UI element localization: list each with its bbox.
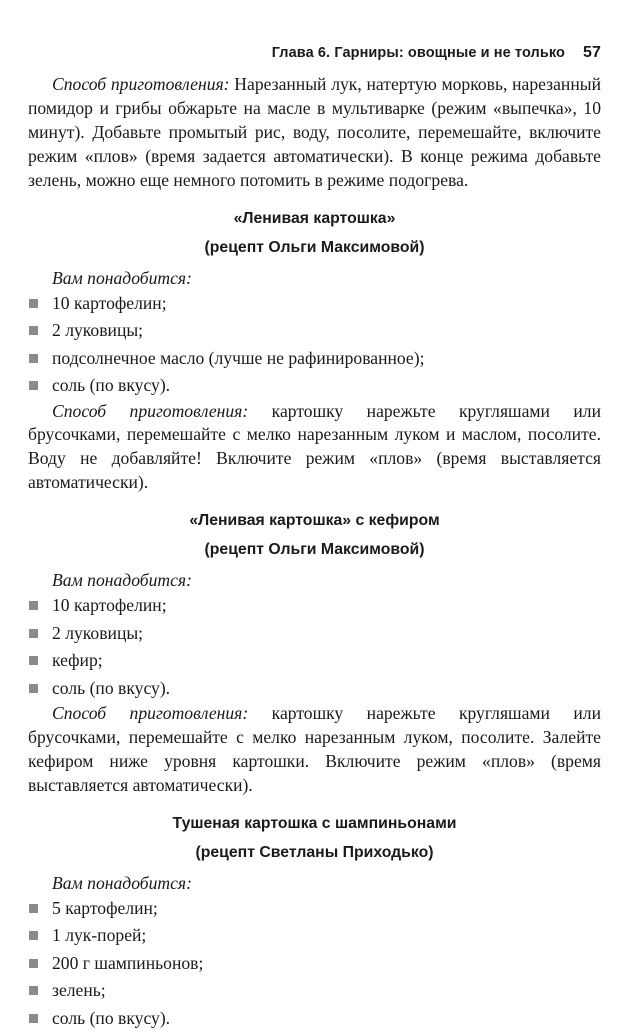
ingredient-text: кефир; — [52, 650, 103, 671]
recipe-lazy-potato-kefir — [28, 506, 601, 798]
ingredient-text: соль (по вкусу). — [52, 375, 171, 396]
ingredient-list — [28, 592, 601, 702]
method-label: Способ приготовления: — [52, 703, 249, 724]
square-bullet-icon — [29, 684, 38, 693]
square-bullet-icon — [29, 601, 38, 610]
ingredient-item — [28, 647, 601, 675]
square-bullet-icon — [29, 299, 38, 308]
ingredient-list — [28, 290, 601, 400]
running-header — [272, 44, 601, 62]
recipe-stewed-potato-mushrooms — [28, 809, 601, 1032]
page-number: 57 — [583, 44, 601, 61]
ingredient-item — [28, 345, 601, 373]
square-bullet-icon — [29, 326, 38, 335]
recipe-title: Тушеная картошка с шампиньонами — [172, 814, 457, 832]
chapter-title: Глава 6. Гарниры: овощные и не только — [271, 45, 565, 61]
square-bullet-icon — [29, 381, 38, 390]
ingredient-item — [28, 922, 601, 950]
ingredient-text: подсолнечное масло (лучше не рафинированное); — [52, 347, 425, 368]
ingredients-label: Вам понадобится: — [52, 570, 192, 591]
recipe-lazy-potato — [28, 204, 601, 496]
recipe-author: (рецепт Ольги Максимовой) — [204, 238, 425, 256]
page-content — [28, 73, 601, 1032]
recipe-title: «Ленивая картошка» — [233, 209, 396, 227]
ingredient-list — [28, 895, 601, 1032]
ingredient-item — [28, 977, 601, 1005]
recipe-author: (рецепт Светланы Приходько) — [195, 843, 434, 861]
method-text: картошку нарежьте кругляшами или брусочками, перемешайте с мелко нарезанным луком и маслом, посолите. Воду не добавляйте! Включите режим «плов» (время выставляется автоматически). — [28, 400, 601, 493]
square-bullet-icon — [29, 629, 38, 638]
recipe-title: «Ленивая картошка» с кефиром — [189, 512, 440, 530]
ingredient-item — [28, 950, 601, 978]
square-bullet-icon — [29, 904, 38, 913]
ingredient-text: 2 луковицы; — [52, 622, 144, 643]
square-bullet-icon — [29, 931, 38, 940]
method-label: Способ приготовления: — [52, 400, 249, 421]
method-paragraph — [28, 702, 601, 798]
square-bullet-icon — [29, 656, 38, 665]
ingredient-text: 200 г шампиньонов; — [52, 952, 204, 973]
method-text: картошку нарежьте кругляшами или брусочками, перемешайте с мелко нарезанным луком, посолите. Залейте кефиром ниже уровня картошки. Включите режим «плов» (время выставляется автоматически). — [28, 703, 601, 795]
ingredients-label: Вам понадобится: — [52, 267, 192, 288]
intro-method-paragraph — [28, 73, 601, 193]
square-bullet-icon — [29, 986, 38, 995]
ingredient-item — [28, 895, 601, 923]
recipe-author: (рецепт Ольги Максимовой) — [204, 541, 425, 559]
method-label: Способ приготовления: — [52, 74, 230, 94]
ingredient-text: 10 картофелин; — [52, 595, 167, 616]
ingredient-text: соль (по вкусу). — [52, 677, 171, 698]
ingredient-item — [28, 372, 601, 400]
method-paragraph — [28, 400, 601, 496]
method-text: Нарезанный лук, натертую морковь, нарезанный помидор и грибы обжарьте на масле в мультиварке (режим «выпечка», 10 минут). Добавьте промытый рис, воду, посолите, перемешайте, включите режим «плов» (время задается автоматически). В конце режима добавьте зелень, можно еще немного потомить в режиме подогрева. — [28, 74, 602, 190]
ingredients-label: Вам понадобится: — [52, 872, 192, 893]
square-bullet-icon — [29, 354, 38, 363]
ingredient-text: 10 картофелин; — [52, 292, 167, 313]
square-bullet-icon — [29, 959, 38, 968]
ingredient-text: зелень; — [52, 980, 106, 1001]
ingredient-text: 5 картофелин; — [52, 897, 158, 918]
square-bullet-icon — [29, 1014, 38, 1023]
ingredient-text: 1 лук-порей; — [52, 925, 147, 946]
ingredient-item — [28, 290, 601, 318]
ingredient-item — [28, 675, 601, 703]
ingredient-item — [28, 620, 601, 648]
ingredient-item — [28, 317, 601, 345]
ingredient-text: 2 луковицы; — [52, 320, 144, 341]
ingredient-item — [28, 592, 601, 620]
ingredient-text: соль (по вкусу). — [52, 1007, 171, 1028]
ingredient-item — [28, 1005, 601, 1032]
